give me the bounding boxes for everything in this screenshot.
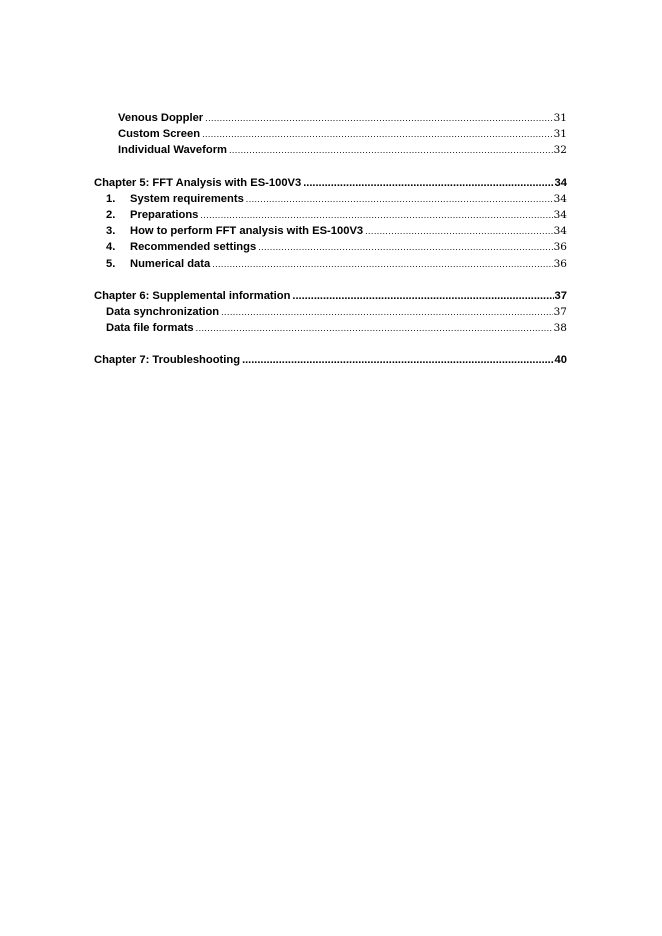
toc-entry-title: Preparations xyxy=(130,208,199,221)
toc-chapter-title: Chapter 5: FFT Analysis with ES-100V3 xyxy=(94,176,302,189)
toc-entry-data-file-formats[interactable] xyxy=(106,320,567,336)
toc-entry-system-requirements[interactable] xyxy=(106,191,567,207)
toc-entry-title: Individual Waveform xyxy=(118,144,227,157)
toc-chapter-6[interactable] xyxy=(94,288,567,304)
toc-page-number: 40 xyxy=(554,354,567,367)
toc-page-number: 31 xyxy=(553,128,567,141)
toc-entry-individual-waveform[interactable] xyxy=(118,142,567,158)
toc-entry-title: Data file formats xyxy=(106,322,194,335)
toc-entry-custom-screen[interactable] xyxy=(118,126,567,142)
toc-leader-dots xyxy=(229,142,553,158)
table-of-contents xyxy=(94,110,567,368)
toc-page-number: 34 xyxy=(553,192,567,205)
toc-entry-title: Venous Doppler xyxy=(118,112,204,124)
toc-page-number: 34 xyxy=(554,176,567,189)
toc-entry-number: 3. xyxy=(106,225,116,238)
toc-leader-dots xyxy=(205,110,552,126)
toc-leader-dots xyxy=(196,320,553,336)
toc-entry-how-to-perform-fft[interactable] xyxy=(106,223,567,239)
toc-entry-preparations[interactable] xyxy=(106,207,567,223)
toc-page-number: 38 xyxy=(553,322,567,335)
toc-leader-dots xyxy=(246,191,553,207)
toc-page-number: 37 xyxy=(553,305,567,318)
toc-entry-title: Recommended settings xyxy=(130,241,257,254)
toc-page-number: 31 xyxy=(553,112,567,124)
toc-entry-title: Numerical data xyxy=(130,257,211,270)
toc-leader-dots xyxy=(303,175,553,191)
toc-page-number: 37 xyxy=(554,289,567,302)
toc-entry-number: 4. xyxy=(106,241,116,254)
toc-chapter-title: Chapter 6: Supplemental information xyxy=(94,289,291,302)
toc-page-number: 32 xyxy=(553,144,567,157)
toc-entry-title: Custom Screen xyxy=(118,128,201,141)
toc-leader-dots xyxy=(242,352,553,368)
toc-entry-data-synchronization[interactable] xyxy=(106,304,567,320)
toc-page-number: 34 xyxy=(553,208,567,221)
toc-chapter-5[interactable] xyxy=(94,175,567,191)
toc-page-number: 34 xyxy=(553,225,567,238)
toc-leader-dots xyxy=(365,223,553,239)
toc-page-number: 36 xyxy=(553,257,567,270)
toc-leader-dots xyxy=(200,207,552,223)
toc-chapter-7[interactable] xyxy=(94,352,567,368)
toc-leader-dots xyxy=(292,288,553,304)
toc-entry-recommended-settings[interactable] xyxy=(106,239,567,255)
toc-entry-title: System requirements xyxy=(130,192,244,205)
toc-leader-dots xyxy=(221,304,552,320)
toc-chapter-title: Chapter 7: Troubleshooting xyxy=(94,354,241,367)
toc-entry-number: 2. xyxy=(106,208,116,221)
toc-entry-numerical-data[interactable] xyxy=(106,256,567,272)
toc-entry-venous-doppler[interactable] xyxy=(118,110,567,126)
toc-entry-number: 1. xyxy=(106,192,116,205)
toc-entry-title: How to perform FFT analysis with ES-100V3 xyxy=(130,225,364,238)
toc-leader-dots xyxy=(202,126,553,142)
toc-entry-title: Data synchronization xyxy=(106,305,220,318)
toc-leader-dots xyxy=(258,239,552,255)
toc-leader-dots xyxy=(212,256,552,272)
toc-entry-number: 5. xyxy=(106,257,116,270)
toc-page-number: 36 xyxy=(553,241,567,254)
